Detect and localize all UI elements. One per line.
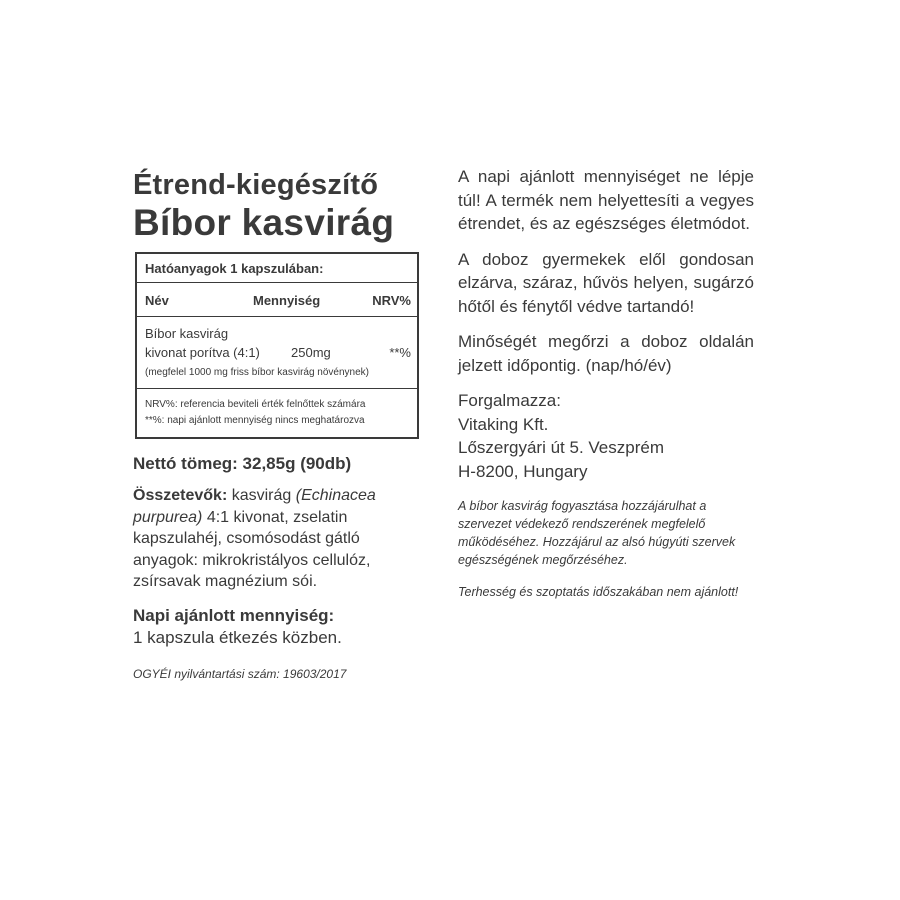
right-column [458,165,754,615]
left-column [133,168,423,681]
ingredient-nrv: **% [389,345,411,360]
table-column-headers [137,283,417,317]
ingredients-list [133,485,423,593]
table-row [137,317,417,389]
net-weight: Nettó tömeg: 32,85g (90db) [133,454,352,473]
ingredients-text-after: 4:1 kivonat, zselatin kapszulahéj, csomósodást gátló anyagok: mikrokristályos cellulóz, zsírsavak magnézium sói. [133,508,371,590]
ingredient-name-line1: Bíbor kasvirág [145,326,229,341]
ingredients-latin-name: (Echinacea purpurea) [133,487,376,526]
ingredient-quantity: 250mg [291,345,331,360]
nrv-note: NRV%: referencia beviteli érték felnőttek számára [145,399,366,410]
column-header-nrv: NRV% [372,293,411,308]
ingredients-label: Összetevők: [133,487,228,504]
best-before-note: Minőségét megőrzi a doboz oldalán jelzett időpontig. (nap/hó/év) [458,332,754,375]
distributor-city: H-8200, Hungary [458,461,588,481]
ingredients-text-before: kasvirág [227,487,296,504]
pregnancy-warning: Terhesség és szoptatás időszakában nem ajánlott! [458,585,739,599]
dose-warning: A napi ajánlott mennyiséget ne lépje túl! A termék nem helyettesíti a vegyes étrendet, és az egészséges életmódot. [458,167,754,233]
health-claim: A bíbor kasvirág fogyasztása hozzájárulhat a szervezet védekező rendszerének megfelelő működéséhez. Hozzájárul az alsó húgyúti szervek egészségének megőrzéséhez. [458,499,736,567]
daily-dose-title: Napi ajánlott mennyiség: [133,605,335,625]
table-heading: Hatóanyagok 1 kapszulában: [137,254,417,283]
ingredient-name-line2: kivonat porítva (4:1) [145,345,260,360]
daily-dose-text: 1 kapszula étkezés közben. [133,627,342,647]
column-header-name: Név [145,293,169,308]
column-header-quantity: Mennyiség [253,293,321,308]
registration-number: OGYÉI nyilvántartási szám: 19603/2017 [133,666,347,681]
active-ingredients-table [135,252,419,439]
ingredient-equivalent: (megfelel 1000 mg friss bíbor kasvirág növénynek) [137,363,417,389]
storage-instructions: A doboz gyermekek elől gondosan elzárva, száraz, hűvös helyen, sugárzó hőtől és fénytől védve tartandó! [458,249,754,316]
distributor-label: Forgalmazza: [458,391,561,410]
distributor-name: Vitaking Kft. [458,414,549,434]
distributor-block [458,389,754,483]
table-notes [137,389,417,437]
product-title: Bíbor kasvirág [133,202,395,243]
nrv-undefined-note: **%: napi ajánlott mennyiség nincs meghatározva [145,415,365,426]
distributor-address: Lőszergyári út 5. Veszprém [458,438,664,457]
product-category: Étrend-kiegészítő [133,169,379,201]
